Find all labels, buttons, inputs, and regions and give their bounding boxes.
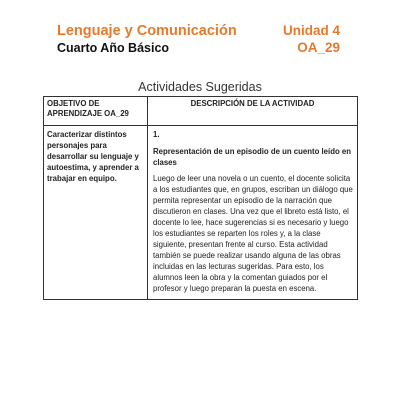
document-header-left: [57, 22, 237, 56]
table-row: [44, 126, 358, 300]
table-header-row: [44, 97, 358, 126]
objective-column-header: OBJETIVO DE APRENDIZAJE OA_29: [44, 97, 148, 126]
subject-title: Lenguaje y Comunicación: [57, 23, 237, 39]
description-column-header: DESCRIPCIÓN DE LA ACTIVIDAD: [148, 97, 358, 126]
grade-level: Cuarto Año Básico: [57, 41, 170, 55]
objective-cell: Caracterizar distintos personajes para desarrollar su lenguaje y autoestima, y aprender a trabajar en equipo.: [44, 126, 148, 300]
activities-table: [43, 96, 358, 300]
description-cell: [148, 126, 358, 300]
activity-number: 1.: [153, 130, 160, 139]
activity-description: Luego de leer una novela o un cuento, el docente solicita a los estudiantes que, en grupos, escriban un diálogo que permita representar un episodio de la narración que discutieron en clases. Una vez que el libreto está listo, el docente lo lee, hace sugerencias si es necesario y luego los estudiantes se reparten los roles y, a la clase siguiente, presentan frente al curso. Esta actividad también se puede realizar usando alguna de las obras incluidas en las lecturas sugeridas. Para esto, los alumnos leen la obra y la comentan guiados por el profesor y luego preparan la puesta en escena.: [153, 174, 353, 293]
objective-code: OA_29: [297, 40, 340, 55]
unit-label: Unidad 4: [282, 23, 340, 38]
activity-title: Representación de un episodio de un cuento leído en clases: [153, 147, 351, 167]
document-header-right: [283, 22, 340, 56]
section-title: Actividades Sugeridas: [138, 80, 262, 94]
